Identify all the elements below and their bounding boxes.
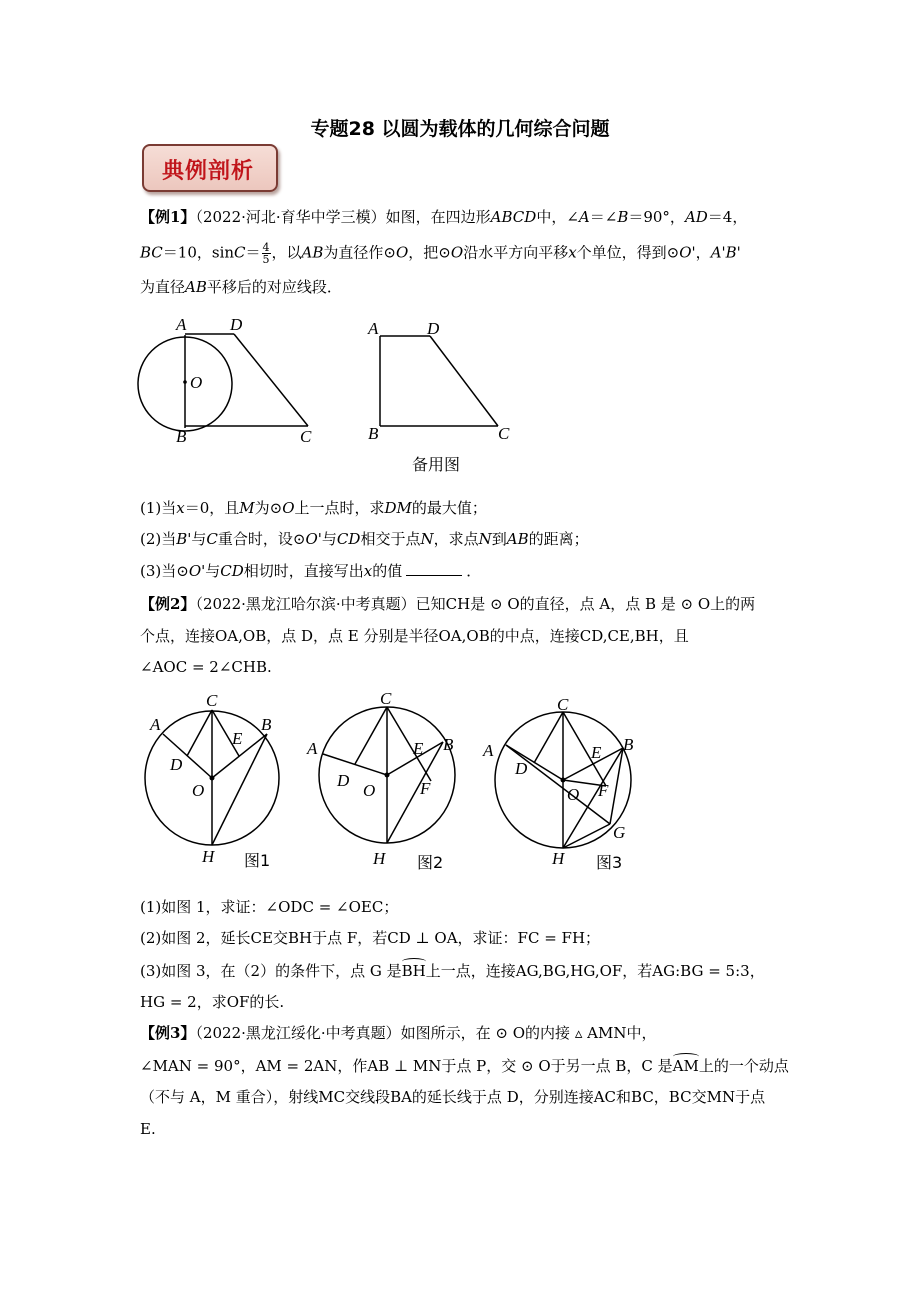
ex2-line-3: ∠AOC = 2∠CHB. — [140, 658, 272, 676]
ex2-f3-label-A: A — [483, 741, 494, 760]
ex3-line-1: 【例3】（2022·黑龙江绥化·中考真题）如图所示，在 ⊙ O的内接 ▵ AMN中， — [140, 1024, 657, 1042]
page-title: 专题28 以圆为载体的几何综合问题 — [310, 118, 610, 140]
ex1-spare-label-B: B — [368, 424, 379, 443]
ex3-line-2: ∠MAN = 90°，AM = 2AN，作AB ⊥ MN于点 P，交 ⊙ O于另一点 B，C 是AM上的一个动点 — [140, 1057, 789, 1075]
ex1-spare-label-A: A — [368, 319, 379, 338]
ex2-f2-label-F: F — [420, 779, 431, 798]
ex2-f2-label-D: D — [337, 771, 350, 790]
ex2-f3-label-G: G — [613, 823, 626, 842]
ex2-line-2: 个点，连接OA,OB，点 D，点 E 分别是半径OA,OB的中点，连接CD,CE,BH，且 — [140, 627, 689, 645]
ex2-f2-label-E: E — [413, 739, 424, 758]
ex2-caption-3: 图3 — [596, 853, 623, 872]
ex2-f1-label-O: O — [192, 781, 205, 800]
ex2-f3-label-D: D — [515, 759, 528, 778]
ex2-f1-label-C: C — [206, 691, 218, 710]
section-badge — [142, 144, 278, 192]
ex1-q2: (2)当B'与C重合时，设⊙O'与CD相交于点N，求点N到AB的距离； — [140, 530, 589, 548]
arc-AM: AM — [672, 1057, 699, 1075]
arc-BH: BH — [401, 962, 426, 980]
ex2-f1-label-E: E — [232, 729, 243, 748]
ex2-caption-2: 图2 — [417, 853, 444, 872]
ex1-label-C: C — [300, 427, 312, 446]
ex2-f2-label-A: A — [307, 739, 318, 758]
ex2-f3-label-O: O — [567, 785, 580, 804]
ex2-q1: (1)如图 1，求证：∠ODC = ∠OEC； — [140, 898, 399, 916]
ex2-q2: (2)如图 2，延长CE交BH于点 F，若CD ⊥ OA，求证：FC = FH； — [140, 929, 601, 947]
ex1-q1: (1)当x＝0，且M为⊙O上一点时，求DM的最大值； — [140, 499, 487, 517]
ex2-f1-label-B: B — [261, 715, 272, 734]
ex1-spare-label-C: C — [498, 424, 510, 443]
ex1-figure-main — [130, 310, 330, 450]
ex2-f2-label-H: H — [373, 849, 386, 868]
ex1-label-D: D — [230, 315, 243, 334]
ex2-f2-label-O: O — [363, 781, 376, 800]
ex1-label-A: A — [176, 315, 187, 334]
ex2-f2-label-C: C — [380, 689, 392, 708]
ex2-f3-label-C: C — [557, 695, 569, 714]
ex2-f3-label-F: F — [598, 781, 609, 800]
section-badge-label: 典例剖析 — [162, 159, 255, 184]
ex3-line-3: （不与 A，M 重合），射线MC交线段BA的延长线于点 D，分别连接AC和BC，BC交MN于点 — [140, 1088, 766, 1106]
ex3-line-4: E. — [140, 1120, 156, 1138]
ex2-f3-label-B: B — [623, 735, 634, 754]
ex1-line-3: 为直径AB平移后的对应线段． — [140, 278, 342, 296]
answer-blank — [406, 575, 462, 576]
ex1-q3: (3)当⊙O'与CD相切时，直接写出x的值 ． — [140, 562, 482, 580]
ex2-caption-1: 图1 — [244, 851, 271, 870]
ex2-figure-2 — [305, 690, 470, 875]
ex1-label-O: O — [190, 373, 203, 392]
ex2-f1-label-D: D — [170, 755, 183, 774]
ex2-f1-label-H: H — [202, 847, 215, 866]
ex1-label-B: B — [176, 427, 187, 446]
ex1-figure-spare — [365, 314, 525, 474]
ex2-f1-label-A: A — [150, 715, 161, 734]
ex2-figure-3 — [478, 690, 668, 875]
ex2-q3-line-2: HG = 2，求OF的长. — [140, 993, 285, 1011]
ex2-f3-label-H: H — [552, 849, 565, 868]
ex1-line-2: BC＝10，sinC＝ $\frac{4}{5}$ ，以AB为直径作⊙O，把⊙O沿水平方向平移x个单位，得到⊙O'，A'B' — [140, 241, 741, 266]
ex2-f2-label-B: B — [443, 735, 454, 754]
ex2-f3-label-E: E — [591, 743, 602, 762]
ex2-line-1: 【例2】（2022·黑龙江哈尔滨·中考真题）已知CH是 ⊙ O的直径，点 A，点 B 是 ⊙ O上的两 — [140, 595, 756, 613]
ex1-spare-label-D: D — [427, 319, 440, 338]
ex2-q3-line-1: (3)如图 3，在（2）的条件下，点 G 是BH上一点，连接AG,BG,HG,OF，若AG:BG = 5:3， — [140, 962, 765, 980]
ex2-figure-1 — [140, 690, 290, 875]
ex1-spare-caption: 备用图 — [412, 455, 461, 474]
ex1-line-1: 【例1】（2022·河北·育华中学三模）如图，在四边形ABCD中，∠A＝∠B＝90°，AD＝4， — [140, 208, 748, 226]
fraction-4-5: $\frac{4}{5}$ — [262, 241, 270, 266]
